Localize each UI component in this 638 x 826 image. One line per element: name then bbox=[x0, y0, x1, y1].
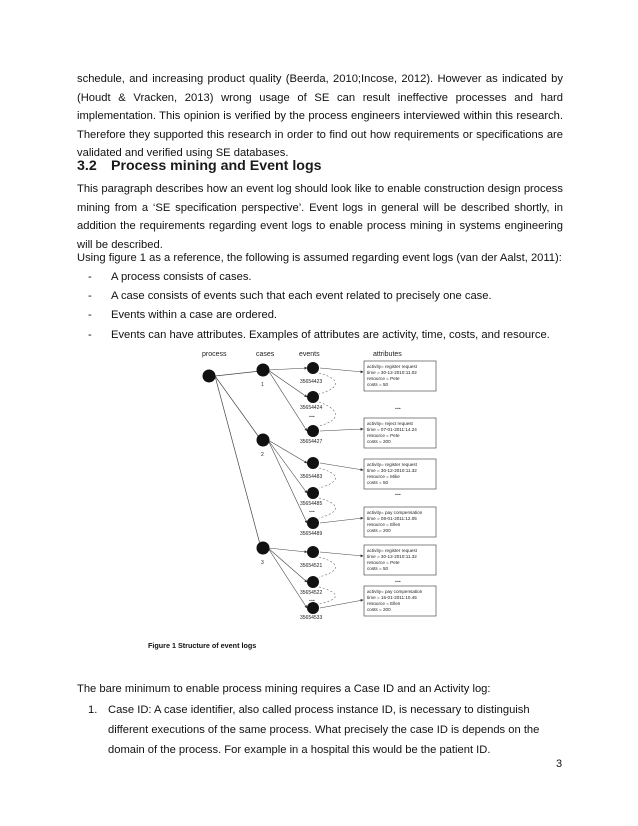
attribute-box bbox=[364, 361, 436, 391]
svg-text:time = 07-01-2011:14.24: time = 07-01-2011:14.24 bbox=[367, 427, 417, 432]
list-item: - A process consists of cases. bbox=[88, 268, 550, 287]
case-label: 2 bbox=[261, 452, 264, 458]
attribute-box bbox=[364, 507, 436, 537]
attribute-box bbox=[364, 418, 436, 448]
header-cases: cases bbox=[256, 351, 275, 358]
svg-text:costs = 200: costs = 200 bbox=[367, 607, 391, 612]
list-number: 1. bbox=[88, 704, 98, 716]
ellipsis: ... bbox=[309, 412, 315, 419]
svg-text:activity= pay compensation: activity= pay compensation bbox=[367, 589, 423, 594]
attribute-box bbox=[364, 586, 436, 616]
ellipsis: ... bbox=[395, 490, 401, 497]
event-id-label: 35654423 bbox=[300, 379, 323, 385]
svg-text:time = 08-01-2011:12.05: time = 08-01-2011:12.05 bbox=[367, 516, 417, 521]
case-node bbox=[257, 434, 270, 447]
event-id-label: 35654522 bbox=[300, 590, 323, 596]
event-node bbox=[307, 362, 319, 374]
requirements-list bbox=[88, 700, 558, 760]
case-node bbox=[257, 542, 270, 555]
event-node bbox=[307, 602, 319, 614]
svg-text:time = 15-01-2011:10.45: time = 15-01-2011:10.45 bbox=[367, 595, 417, 600]
svg-text:costs = 50: costs = 50 bbox=[367, 566, 389, 571]
process-to-case-edge bbox=[215, 376, 261, 440]
svg-text:costs = 50: costs = 50 bbox=[367, 480, 389, 485]
ellipsis: ... bbox=[395, 577, 401, 584]
figure-caption: Figure 1 Structure of event logs bbox=[148, 641, 257, 650]
event-node bbox=[307, 425, 319, 437]
assumption-list bbox=[88, 268, 550, 345]
svg-text:costs = 50: costs = 50 bbox=[367, 382, 389, 387]
attribute-box bbox=[364, 459, 436, 489]
header-attributes: attributes bbox=[373, 351, 402, 358]
list-item-text: Case ID: A case identifier, also called process instance ID, is necessary to distinguish different executions of the same process. What precisely the case ID is depends on the domain of the process. For example in a hospital this would be the patient ID. bbox=[108, 704, 540, 756]
event-id-label: 35654485 bbox=[300, 501, 323, 507]
svg-text:time = 30-12-2010:11.32: time = 30-12-2010:11.32 bbox=[367, 554, 417, 559]
svg-text:costs = 200: costs = 200 bbox=[367, 439, 391, 444]
attribute-box bbox=[364, 545, 436, 575]
case-label: 1 bbox=[261, 382, 264, 388]
header-events: events bbox=[299, 351, 320, 358]
svg-text:resource = Pete: resource = Pete bbox=[367, 376, 400, 381]
event-log-structure-figure bbox=[181, 346, 551, 621]
case-node bbox=[257, 364, 270, 377]
case-label: 3 bbox=[261, 560, 264, 566]
section-number: 3.2 bbox=[77, 158, 97, 174]
event-node bbox=[307, 576, 319, 588]
event-id-label: 35654521 bbox=[300, 563, 323, 569]
process-node bbox=[203, 370, 216, 383]
svg-text:activity= reject request: activity= reject request bbox=[367, 421, 413, 426]
event-id-label: 35654427 bbox=[300, 439, 323, 445]
ellipsis: ... bbox=[395, 404, 401, 411]
svg-text:activity= pay compensation: activity= pay compensation bbox=[367, 510, 423, 515]
svg-text:resource = Mike: resource = Mike bbox=[367, 474, 400, 479]
event-node bbox=[307, 546, 319, 558]
page-number: 3 bbox=[556, 758, 563, 770]
event-id-label: 35654489 bbox=[300, 531, 323, 537]
svg-text:activity= register request: activity= register request bbox=[367, 364, 417, 369]
process-to-case-edge bbox=[215, 376, 261, 548]
list-item: - Events within a case are ordered. bbox=[88, 306, 550, 325]
svg-text:time = 30-12-2010:11.32: time = 30-12-2010:11.32 bbox=[367, 468, 417, 473]
list-item bbox=[88, 700, 558, 760]
intro-paragraph: schedule, and increasing product quality (Beerda, 2010;Incose, 2012). However as indicated by (Houdt & Vracken, 2013) wrong usage of SE can result ineffective processes and hard implementation. This opinion is verified by the process engineers interviewed within this research. Therefore they supported this research in order to find out how requirements or specifications are validated and verified using SE databases. bbox=[77, 73, 563, 160]
svg-text:time = 30-12-2010:11.02: time = 30-12-2010:11.02 bbox=[367, 370, 417, 375]
svg-text:activity= register request: activity= register request bbox=[367, 548, 417, 553]
svg-text:resource = Pete: resource = Pete bbox=[367, 433, 400, 438]
svg-text:activity= register request: activity= register request bbox=[367, 462, 417, 467]
event-id-label: 35654424 bbox=[300, 405, 323, 411]
svg-text:resource = Ellen: resource = Ellen bbox=[367, 601, 401, 606]
list-item: - A case consists of events such that each event related to precisely one case. bbox=[88, 287, 550, 306]
event-node bbox=[307, 457, 319, 469]
header-process: process bbox=[202, 351, 227, 358]
list-item: - Events can have attributes. Examples of attributes are activity, time, costs, and resource. bbox=[88, 326, 550, 345]
svg-text:resource = Ellen: resource = Ellen bbox=[367, 522, 401, 527]
minimum-requirements-paragraph: The bare minimum to enable process mining requires a Case ID and an Activity log: bbox=[77, 683, 491, 695]
process-to-case-edge bbox=[215, 371, 261, 376]
svg-text:resource = Pete: resource = Pete bbox=[367, 560, 400, 565]
section-heading bbox=[77, 158, 322, 174]
event-id-label: 35654483 bbox=[300, 474, 323, 480]
section-intro-paragraph: This paragraph describes how an event log should look like to enable construction design process mining from a ‘SE specification perspective’. Event logs in general will be described shortly, in addition the requirements regarding event logs to enable process mining in systems engineering will be described. bbox=[77, 183, 563, 251]
event-node bbox=[307, 517, 319, 529]
svg-text:costs = 200: costs = 200 bbox=[367, 528, 391, 533]
ellipsis: ... bbox=[309, 507, 315, 514]
event-node bbox=[307, 487, 319, 499]
section-title: Process mining and Event logs bbox=[111, 158, 322, 174]
event-id-label: 35654533 bbox=[300, 615, 323, 621]
figure-reference-paragraph: Using figure 1 as a reference, the following is assumed regarding event logs (van der Aalst, 2011): bbox=[77, 252, 562, 264]
event-node bbox=[307, 391, 319, 403]
ellipsis: ... bbox=[309, 596, 315, 603]
